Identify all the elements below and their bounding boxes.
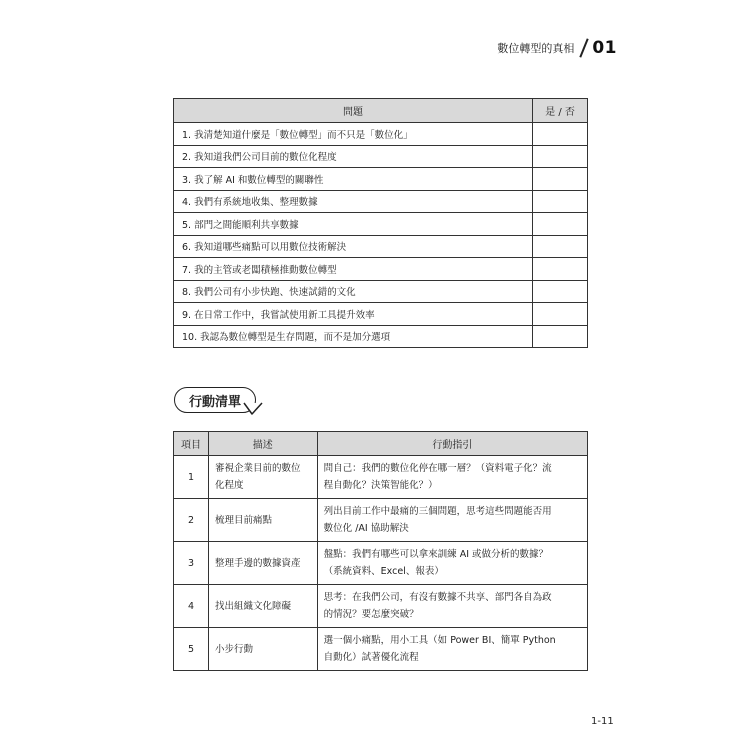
table-row xyxy=(174,280,588,303)
guide-line: 盤點：我們有哪些可以拿來訓練 AI 或做分析的數據？ xyxy=(323,549,549,560)
answer-cell[interactable] xyxy=(533,280,588,303)
description-cell xyxy=(208,542,317,585)
table-row xyxy=(174,235,588,258)
action-table xyxy=(173,431,588,671)
answer-cell[interactable] xyxy=(533,303,588,326)
question-cell: 7. 我的主管或老闆積極推動數位轉型 xyxy=(174,258,533,281)
question-cell: 8. 我們公司有小步快跑、快速試錯的文化 xyxy=(174,280,533,303)
description-cell xyxy=(208,456,317,499)
description-line: 梳理目前痛點 xyxy=(214,514,272,526)
guide-cell xyxy=(317,628,587,671)
guide-line: 列出目前工作中最痛的三個問題，思考這些問題能否用 xyxy=(323,506,552,517)
self-check-table xyxy=(173,98,588,348)
description-line: 審視企業目前的數位 xyxy=(214,463,301,474)
item-number-cell: 4 xyxy=(174,585,209,628)
table-row xyxy=(174,123,588,146)
description-line: 整理手邊的數據資產 xyxy=(214,557,301,569)
table-row xyxy=(174,168,588,191)
guide-cell xyxy=(317,456,587,499)
question-cell: 5. 部門之間能順利共享數據 xyxy=(174,213,533,236)
speech-bubble-tail xyxy=(243,402,263,416)
question-header: 問題 xyxy=(174,99,533,123)
question-cell: 1. 我清楚知道什麼是「數位轉型」而不只是「數位化」 xyxy=(174,123,533,146)
item-number-cell: 3 xyxy=(174,542,209,585)
guide-header: 行動指引 xyxy=(317,432,587,456)
guide-line: 的情況？要怎麼突破？ xyxy=(323,609,419,620)
description-cell xyxy=(208,628,317,671)
table-row xyxy=(174,542,588,585)
description-line: 小步行動 xyxy=(214,643,253,655)
item-header: 項目 xyxy=(174,432,209,456)
question-cell: 3. 我了解 AI 和數位轉型的關聯性 xyxy=(174,168,533,191)
answer-cell[interactable] xyxy=(533,190,588,213)
guide-line: 程自動化？決策智能化？） xyxy=(323,480,438,491)
page-number: 1-11 xyxy=(591,716,614,727)
chapter-number: 01 xyxy=(592,38,617,58)
table-header-row xyxy=(174,432,588,456)
table-row xyxy=(174,585,588,628)
chapter-title: 數位轉型的真相 xyxy=(497,42,575,55)
guide-cell xyxy=(317,585,587,628)
answer-cell[interactable] xyxy=(533,325,588,348)
question-cell: 2. 我知道我們公司目前的數位化程度 xyxy=(174,145,533,168)
table-row xyxy=(174,190,588,213)
item-number-cell: 2 xyxy=(174,499,209,542)
guide-line: 數位化 /AI 協助解決 xyxy=(323,523,409,534)
question-cell: 6. 我知道哪些痛點可以用數位技術解決 xyxy=(174,235,533,258)
guide-line: 問自己：我們的數位化停在哪一層？（資料電子化？流 xyxy=(323,463,552,474)
guide-line: 自動化）試著優化流程 xyxy=(323,652,419,663)
table-row xyxy=(174,456,588,499)
table-row xyxy=(174,213,588,236)
answer-header: 是 / 否 xyxy=(533,99,588,123)
guide-cell xyxy=(317,542,587,585)
running-header xyxy=(497,38,617,58)
answer-cell[interactable] xyxy=(533,168,588,191)
answer-cell[interactable] xyxy=(533,258,588,281)
guide-line: 選一個小痛點，用小工具（如 Power BI、簡單 Python xyxy=(323,635,556,646)
description-header: 描述 xyxy=(208,432,317,456)
description-cell xyxy=(208,499,317,542)
table-row xyxy=(174,628,588,671)
guide-line: 思考：在我們公司，有沒有數據不共享、部門各自為政 xyxy=(323,592,552,603)
table-row xyxy=(174,258,588,281)
table-row xyxy=(174,303,588,326)
description-line: 找出組織文化障礙 xyxy=(214,600,291,612)
table-row xyxy=(174,145,588,168)
guide-cell xyxy=(317,499,587,542)
slash-divider xyxy=(580,38,589,57)
question-cell: 9. 在日常工作中，我嘗試使用新工具提升效率 xyxy=(174,303,533,326)
answer-cell[interactable] xyxy=(533,123,588,146)
table-row xyxy=(174,325,588,348)
table-row xyxy=(174,499,588,542)
item-number-cell: 5 xyxy=(174,628,209,671)
question-cell: 10. 我認為數位轉型是生存問題，而不是加分選項 xyxy=(174,325,533,348)
description-line: 化程度 xyxy=(214,480,244,491)
section-heading: 行動清單 xyxy=(174,387,256,413)
table-header-row xyxy=(174,99,588,123)
answer-cell[interactable] xyxy=(533,145,588,168)
guide-line: （系統資料、Excel、報表） xyxy=(323,566,444,577)
answer-cell[interactable] xyxy=(533,213,588,236)
description-cell xyxy=(208,585,317,628)
question-cell: 4. 我們有系統地收集、整理數據 xyxy=(174,190,533,213)
answer-cell[interactable] xyxy=(533,235,588,258)
item-number-cell: 1 xyxy=(174,456,209,499)
